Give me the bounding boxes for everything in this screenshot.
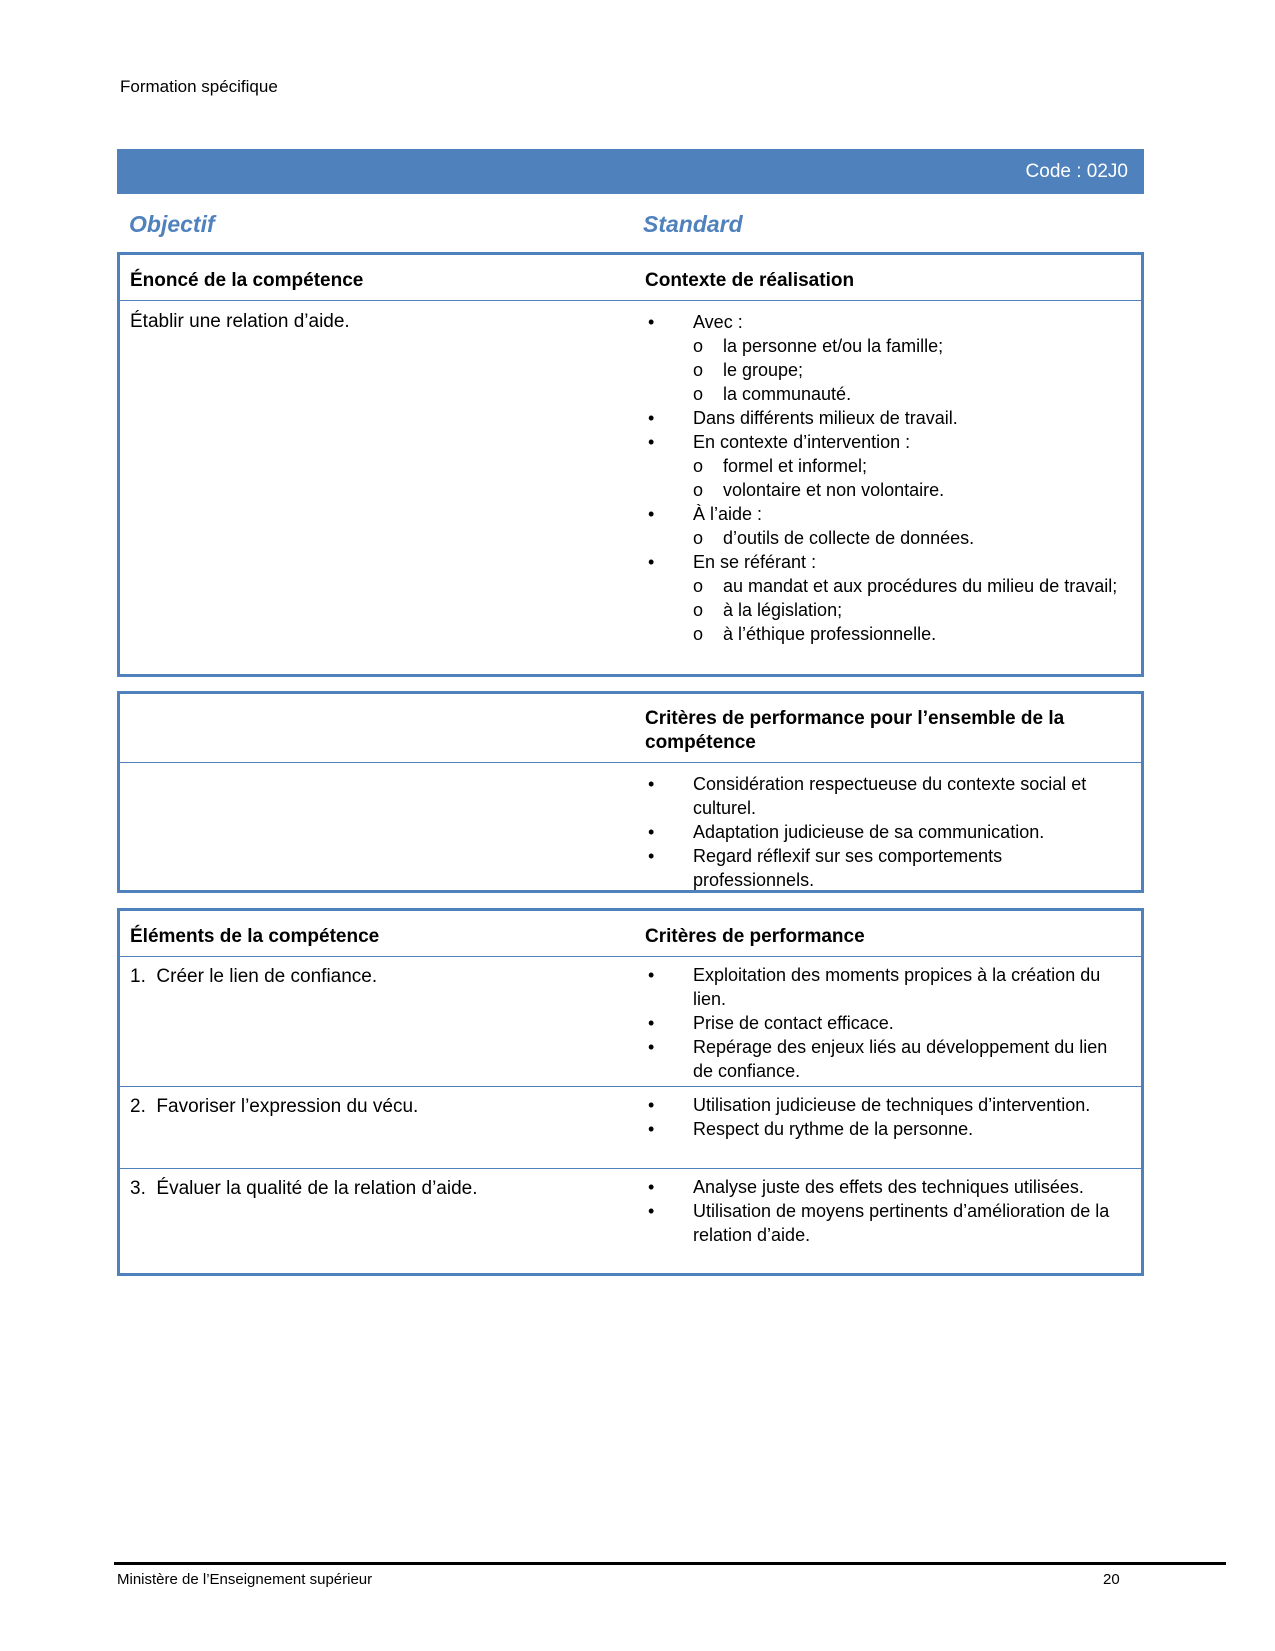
element-1: 1. Créer le lien de confiance. (130, 966, 378, 987)
contexte-item-text: À l’aide : (693, 504, 763, 524)
critere-item-text: Prise de contact efficace. (693, 1013, 894, 1033)
contexte-item (648, 310, 1126, 406)
contexte-item-text: Avec : (693, 312, 743, 332)
ensemble-header: Critères de performance pour l’ensemble de la compétence (645, 708, 1065, 753)
running-header: Formation spécifique (120, 77, 278, 96)
contexte-subitem (693, 478, 1126, 502)
contexte-item (648, 502, 1126, 550)
critere-item-text: Analyse juste des effets des techniques utilisées. (693, 1177, 1084, 1197)
critere-item-text: Respect du rythme de la personne. (693, 1119, 974, 1139)
contexte-subitem (693, 598, 1126, 622)
contexte-list (648, 310, 1126, 646)
contexte-sublist (693, 454, 1126, 502)
row-divider (120, 300, 1141, 301)
row-divider (120, 956, 1141, 957)
contexte-subitem-text: le groupe; (723, 360, 804, 380)
footer-ministry: Ministère de l’Enseignement supérieur (117, 1571, 373, 1588)
contexte-subitem-text: au mandat et aux procédures du milieu de travail; (723, 576, 1118, 596)
objectif-label: Objectif (129, 211, 215, 237)
code-bar (117, 149, 1144, 194)
code-label: Code : 02J0 (1025, 161, 1128, 182)
ensemble-item (648, 820, 1126, 844)
critere-item-text: Utilisation judicieuse de techniques d’intervention. (693, 1095, 1091, 1115)
contexte-item (648, 406, 1126, 430)
contexte-subitem-text: formel et informel; (723, 456, 868, 476)
row-divider (120, 1086, 1141, 1087)
standard-label: Standard (643, 211, 743, 237)
critere-item (648, 1175, 1126, 1199)
row-divider (120, 762, 1141, 763)
criteres-list-1 (648, 963, 1126, 1083)
critere-item-text: Exploitation des moments propices à la création du lien. (693, 965, 1101, 1009)
contexte-sublist (693, 574, 1126, 646)
contexte-subitem-text: d’outils de collecte de données. (723, 528, 975, 548)
criteres-header: Critères de performance (645, 926, 865, 947)
contexte-subitem (693, 454, 1126, 478)
contexte-item (648, 550, 1126, 646)
contexte-subitem (693, 382, 1126, 406)
contexte-subitem-text: la personne et/ou la famille; (723, 336, 944, 356)
contexte-subitem-text: à l’éthique professionnelle. (723, 624, 937, 644)
elements-header: Éléments de la compétence (130, 926, 380, 947)
row-divider (120, 1168, 1141, 1169)
critere-item (648, 1035, 1126, 1083)
critere-item (648, 1199, 1126, 1247)
competence-table (117, 252, 1144, 677)
element-3: 3. Évaluer la qualité de la relation d’aide. (130, 1178, 478, 1199)
ensemble-item-text: Regard réflexif sur ses comportements professionnels. (693, 846, 1003, 890)
contexte-subitem (693, 574, 1126, 598)
criteres-list-2 (648, 1093, 1126, 1141)
contexte-subitem-text: la communauté. (723, 384, 852, 404)
contexte-subitem (693, 622, 1126, 646)
contexte-item-text: Dans différents milieux de travail. (693, 408, 958, 428)
contexte-sublist (693, 334, 1126, 406)
ensemble-item (648, 844, 1126, 892)
critere-item (648, 1011, 1126, 1035)
contexte-subitem-text: à la législation; (723, 600, 843, 620)
page-number: 20 (1103, 1571, 1120, 1588)
ensemble-item-text: Adaptation judicieuse de sa communication. (693, 822, 1045, 842)
criteres-list-3 (648, 1175, 1126, 1247)
contexte-header: Contexte de réalisation (645, 270, 855, 291)
contexte-subitem (693, 526, 1126, 550)
contexte-item-text: En contexte d’intervention : (693, 432, 911, 452)
contexte-subitem (693, 334, 1126, 358)
critere-item-text: Repérage des enjeux liés au développement du lien de confiance. (693, 1037, 1108, 1081)
ensemble-table (117, 691, 1144, 893)
critere-item (648, 963, 1126, 1011)
contexte-item (648, 430, 1126, 502)
enonce-header: Énoncé de la compétence (130, 270, 364, 291)
critere-item (648, 1117, 1126, 1141)
critere-item (648, 1093, 1126, 1117)
contexte-sublist (693, 526, 1126, 550)
contexte-item-text: En se référant : (693, 552, 817, 572)
enonce-text: Établir une relation d’aide. (130, 311, 350, 332)
footer-rule (114, 1562, 1226, 1565)
contexte-subitem-text: volontaire et non volontaire. (723, 480, 945, 500)
element-2: 2. Favoriser l’expression du vécu. (130, 1096, 419, 1117)
elements-table (117, 908, 1144, 1276)
contexte-subitem (693, 358, 1126, 382)
ensemble-list (648, 772, 1126, 892)
critere-item-text: Utilisation de moyens pertinents d’amélioration de la relation d’aide. (693, 1201, 1110, 1245)
ensemble-item (648, 772, 1126, 820)
ensemble-item-text: Considération respectueuse du contexte social et culturel. (693, 774, 1087, 818)
